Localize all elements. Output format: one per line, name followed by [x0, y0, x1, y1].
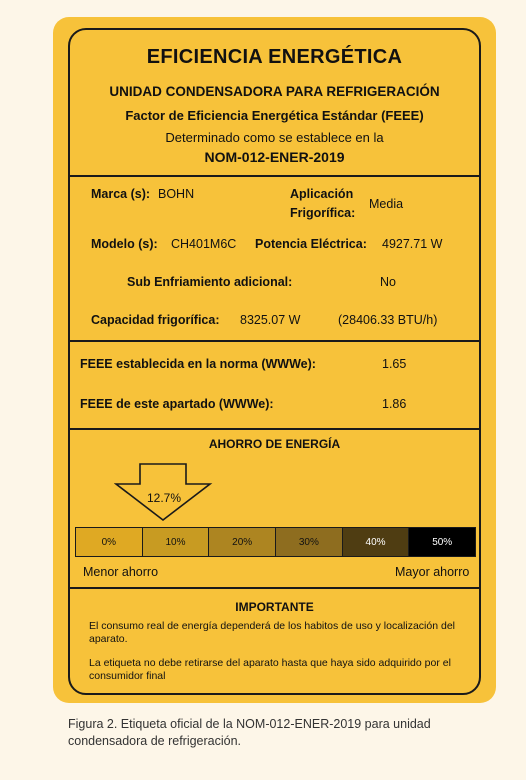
importante-text-1: El consumo real de energía dependerá de los habitos de uso y localización del aparato. — [89, 620, 455, 645]
label-title: EFICIENCIA ENERGÉTICA — [146, 46, 403, 68]
label-determinado: Determinado como se establece en la — [165, 130, 384, 145]
menor-ahorro-label: Menor ahorro — [83, 565, 159, 579]
importante-title: IMPORTANTE — [235, 600, 314, 614]
aplicacion-value: Media — [369, 197, 404, 211]
scale-segment: 50% — [409, 528, 475, 556]
potencia-label: Potencia Eléctrica: — [255, 237, 367, 251]
indicator-value: 12.7% — [147, 491, 182, 505]
feee-norma-value: 1.65 — [382, 357, 407, 371]
aplicacion-label-line2: Frigorífica: — [290, 206, 356, 220]
divider-ahorro — [70, 587, 479, 589]
divider-feee — [70, 428, 479, 430]
aplicacion-label-line1: Aplicación — [290, 187, 354, 201]
label-norma: NOM-012-ENER-2019 — [204, 149, 345, 165]
feee-apartado-value: 1.86 — [382, 397, 407, 411]
subenfriamiento-label: Sub Enfriamiento adicional: — [127, 275, 293, 289]
figure-caption: Figura 2. Etiqueta oficial de la NOM-012-ENER-2019 para unidad condensadora de refrigeración. — [68, 717, 431, 748]
label-factor: Factor de Eficiencia Energética Estándar (FEEE) — [125, 108, 424, 123]
modelo-value: CH401M6C — [171, 237, 237, 251]
feee-norma-label: FEEE establecida en la norma (WWWe): — [80, 357, 316, 371]
subenfriamiento-value: No — [380, 275, 396, 289]
modelo-label: Modelo (s): — [91, 237, 158, 251]
savings-scale — [75, 527, 476, 557]
scale-segment: 0% — [76, 528, 143, 556]
capacidad-btu-value: (28406.33 BTU/h) — [338, 313, 438, 327]
capacidad-w-value: 8325.07 W — [240, 313, 301, 327]
potencia-value: 4927.71 W — [382, 237, 443, 251]
scale-segment: 30% — [276, 528, 343, 556]
scale-segment: 40% — [343, 528, 410, 556]
mayor-ahorro-label: Mayor ahorro — [395, 565, 470, 579]
marca-label: Marca (s): — [91, 187, 151, 201]
indicator-arrow-icon — [114, 460, 214, 524]
marca-value: BOHN — [158, 187, 195, 201]
divider-header — [70, 175, 479, 177]
importante-text-2: La etiqueta no debe retirarse del aparato hasta que haya sido adquirido por el consumidor final — [89, 657, 451, 682]
label-subtitle: UNIDAD CONDENSADORA PARA REFRIGERACIÓN — [109, 84, 440, 99]
scale-segment: 10% — [143, 528, 210, 556]
capacidad-label: Capacidad frigorífica: — [91, 313, 220, 327]
divider-specs — [70, 340, 479, 342]
feee-apartado-label: FEEE de este apartado (WWWe): — [80, 397, 274, 411]
ahorro-title: AHORRO DE ENERGÍA — [208, 437, 341, 451]
scale-segment: 20% — [209, 528, 276, 556]
